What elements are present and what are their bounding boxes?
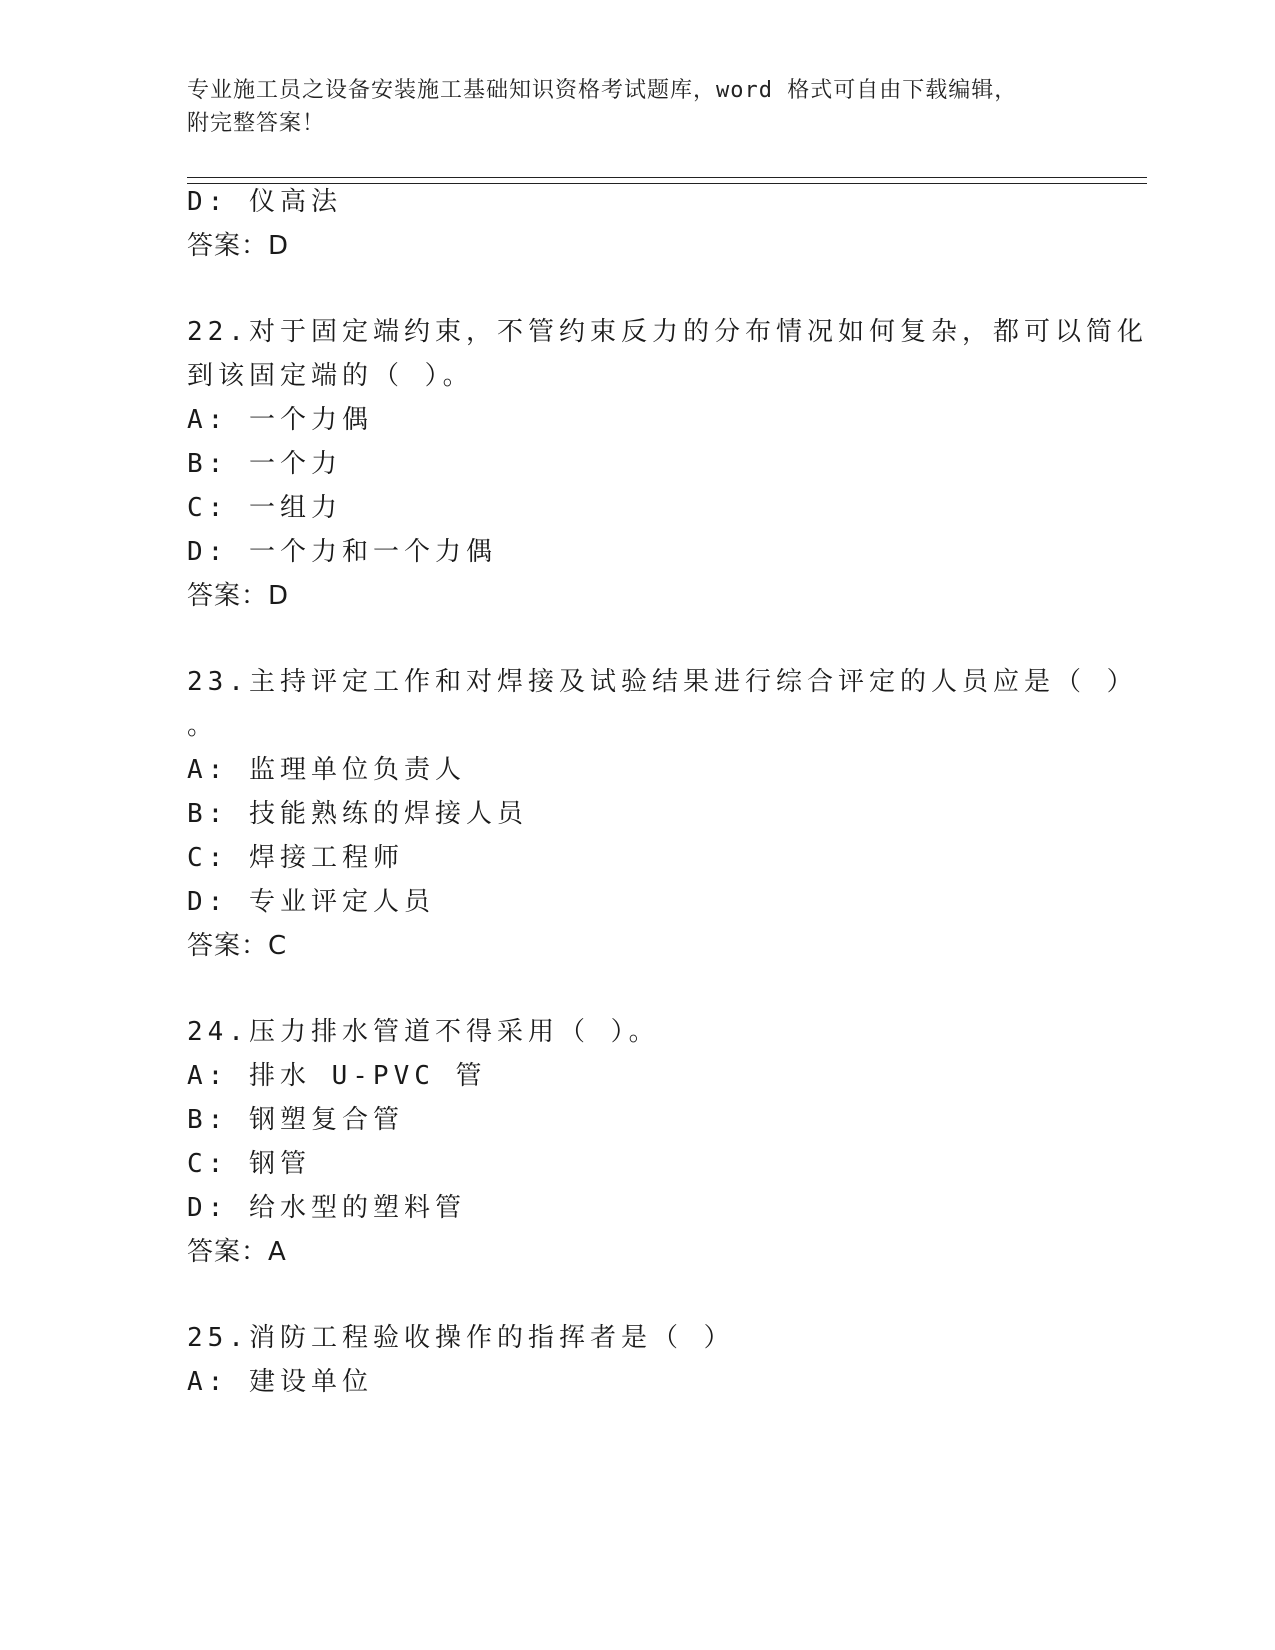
q22-answer: 答案：D — [187, 581, 290, 611]
q24-option-d: D: 给水型的塑料管 — [187, 1193, 466, 1223]
header-title-line-2: 附完整答案！ — [187, 111, 326, 136]
q23-answer: 答案：C — [187, 931, 288, 961]
q21-answer: 答案：D — [187, 231, 290, 261]
q22-option-a: A: 一个力偶 — [187, 405, 373, 435]
q21-option-d: D: 仪高法 — [187, 187, 342, 217]
q22-option-c: C: 一组力 — [187, 493, 342, 523]
q22-option-b: B: 一个力 — [187, 449, 342, 479]
q23-option-a: A: 监理单位负责人 — [187, 755, 466, 785]
page-header — [187, 74, 1087, 140]
q23-option-b: B: 技能熟练的焊接人员 — [187, 799, 528, 829]
q24-answer: 答案：A — [187, 1237, 287, 1267]
header-title-line-1: 专业施工员之设备安装施工基础知识资格考试题库，word 格式可自由下载编辑， — [187, 78, 1018, 103]
q24-stem-line-1: 24.压力排水管道不得采用（ ）。 — [187, 1017, 660, 1047]
q22-option-d: D: 一个力和一个力偶 — [187, 537, 497, 567]
q23-option-d: D: 专业评定人员 — [187, 887, 435, 917]
q25-option-a: A: 建设单位 — [187, 1367, 373, 1397]
q24-option-c: C: 钢管 — [187, 1149, 311, 1179]
q24-option-a: A: 排水 U-PVC 管 — [187, 1061, 487, 1091]
q22-stem-line-1: 22.对于固定端约束，不管约束反力的分布情况如何复杂，都可以简化 — [187, 317, 1148, 347]
q23-option-c: C: 焊接工程师 — [187, 843, 404, 873]
q24-option-b: B: 钢塑复合管 — [187, 1105, 404, 1135]
q22-stem-line-2: 到该固定端的（ ）。 — [187, 361, 474, 391]
q23-stem-line-2: 。 — [187, 711, 219, 741]
q23-stem-line-1: 23.主持评定工作和对焊接及试验结果进行综合评定的人员应是（ ） — [187, 667, 1138, 697]
q25-stem-line-1: 25.消防工程验收操作的指挥者是（ ） — [187, 1323, 735, 1353]
